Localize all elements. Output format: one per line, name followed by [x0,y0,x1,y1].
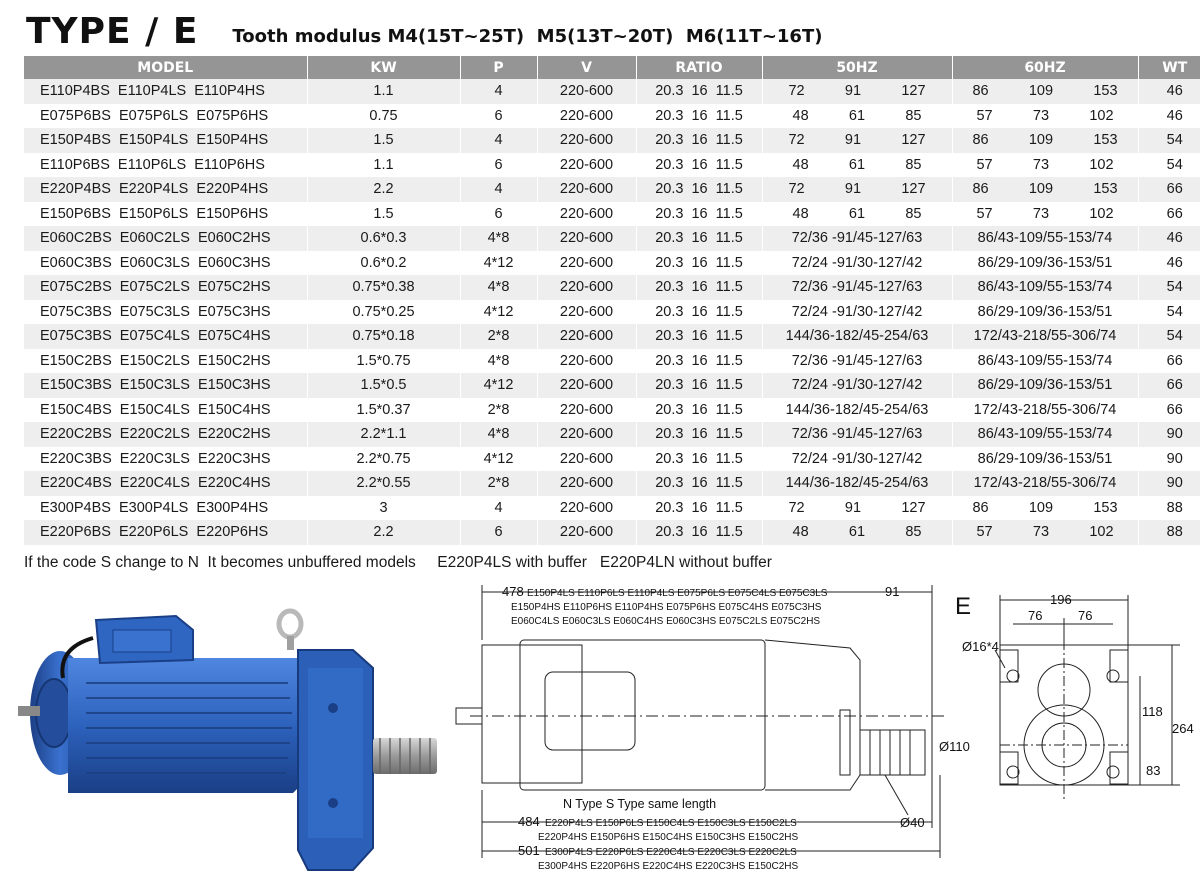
dim-83: 83 [1146,763,1161,778]
cell-wt: 66 [1138,373,1200,398]
cell-ratio: 20.3 16 11.5 [636,471,762,496]
table-row [24,202,1200,227]
cell-60hz: 86 109 153 [952,496,1138,521]
table-row [24,79,1200,104]
cell-model: E150C2BS E150C2LS E150C2HS [24,349,307,374]
table-row [24,471,1200,496]
cell-wt: 66 [1138,177,1200,202]
cell-model: E075P6BS E075P6LS E075P6HS [24,104,307,129]
cell-v: 220-600 [537,251,636,276]
table-body [24,79,1200,545]
cell-model: E220C3BS E220C3LS E220C3HS [24,447,307,472]
cell-v: 220-600 [537,324,636,349]
cell-60hz: 86/29-109/36-153/51 [952,300,1138,325]
cell-model: E220C2BS E220C2LS E220C2HS [24,422,307,447]
cell-model: E150P6BS E150P6LS E150P6HS [24,202,307,227]
col-header-60hz: 60HZ [952,56,1138,79]
cell-v: 220-600 [537,471,636,496]
cell-60hz: 57 73 102 [952,520,1138,545]
cell-kw: 2.2 [307,177,460,202]
dimension-drawing [446,578,1200,887]
cell-60hz: 86/43-109/55-153/74 [952,275,1138,300]
col-header-p: P [460,56,537,79]
cell-model: E110P6BS E110P6LS E110P6HS [24,153,307,178]
cell-v: 220-600 [537,128,636,153]
cell-p: 4 [460,128,537,153]
cell-60hz: 172/43-218/55-306/74 [952,324,1138,349]
cell-50hz: 48 61 85 [762,520,952,545]
cell-kw: 1.5 [307,128,460,153]
gearbox [298,650,373,870]
cell-v: 220-600 [537,79,636,104]
dim-478: 478 [502,584,524,599]
cell-ratio: 20.3 16 11.5 [636,496,762,521]
cell-model: E220P4BS E220P4LS E220P4HS [24,177,307,202]
cell-v: 220-600 [537,398,636,423]
cell-50hz: 72 91 127 [762,79,952,104]
cell-ratio: 20.3 16 11.5 [636,300,762,325]
cell-model: E150C3BS E150C3LS E150C3HS [24,373,307,398]
cell-ratio: 20.3 16 11.5 [636,422,762,447]
table-row [24,447,1200,472]
cell-50hz: 48 61 85 [762,202,952,227]
cell-50hz: 72/36 -91/45-127/63 [762,226,952,251]
models-484-line1: E220P4LS E150P6LS E150C4LS E150C3LS E150C2LS [545,818,797,829]
cell-60hz: 57 73 102 [952,153,1138,178]
dim-91: 91 [885,584,900,599]
cell-model: E150C4BS E150C4LS E150C4HS [24,398,307,423]
cell-50hz: 48 61 85 [762,153,952,178]
dim-110: Ø110 [939,739,970,754]
cell-ratio: 20.3 16 11.5 [636,251,762,276]
cell-wt: 54 [1138,300,1200,325]
cell-60hz: 86/43-109/55-153/74 [952,226,1138,251]
col-header-kw: KW [307,56,460,79]
cell-wt: 90 [1138,447,1200,472]
cell-model: E075C2BS E075C2LS E075C2HS [24,275,307,300]
cell-50hz: 144/36-182/45-254/63 [762,471,952,496]
cell-wt: 90 [1138,422,1200,447]
cell-model: E060C2BS E060C2LS E060C2HS [24,226,307,251]
cell-60hz: 86 109 153 [952,79,1138,104]
cell-ratio: 20.3 16 11.5 [636,177,762,202]
cell-ratio: 20.3 16 11.5 [636,447,762,472]
cell-50hz: 48 61 85 [762,104,952,129]
cell-60hz: 172/43-218/55-306/74 [952,471,1138,496]
cell-wt: 46 [1138,226,1200,251]
cell-model: E150P4BS E150P4LS E150P4HS [24,128,307,153]
cell-p: 6 [460,520,537,545]
cell-kw: 0.75*0.18 [307,324,460,349]
cell-wt: 88 [1138,520,1200,545]
cell-p: 4 [460,79,537,104]
cell-wt: 54 [1138,153,1200,178]
cell-60hz: 57 73 102 [952,202,1138,227]
table-header-row [24,56,1200,79]
cell-p: 4*12 [460,447,537,472]
cell-kw: 0.6*0.3 [307,226,460,251]
cell-v: 220-600 [537,422,636,447]
hole-spec: Ø16*4 [962,639,999,654]
cell-50hz: 72 91 127 [762,177,952,202]
table-row [24,128,1200,153]
cell-model: E220C4BS E220C4LS E220C4HS [24,471,307,496]
models-484-line2: E220P4HS E150P6HS E150C4HS E150C3HS E150C2HS [538,832,799,843]
cell-p: 4*12 [460,300,537,325]
cell-model: E110P4BS E110P4LS E110P4HS [24,79,307,104]
cell-60hz: 86 109 153 [952,177,1138,202]
cell-model: E060C3BS E060C3LS E060C3HS [24,251,307,276]
cell-v: 220-600 [537,520,636,545]
cell-kw: 0.75 [307,104,460,129]
models-478-line2: E150P4HS E110P6HS E110P4HS E075P6HS E075C4HS E075C3HS [511,602,822,613]
cell-kw: 2.2 [307,520,460,545]
cell-50hz: 72/24 -91/30-127/42 [762,251,952,276]
cell-model: E300P4BS E300P4LS E300P4HS [24,496,307,521]
table-row [24,324,1200,349]
table-row [24,104,1200,129]
col-header-v: V [537,56,636,79]
cell-50hz: 144/36-182/45-254/63 [762,398,952,423]
table-row [24,275,1200,300]
page-header [26,8,822,52]
cell-50hz: 72/24 -91/30-127/42 [762,300,952,325]
cell-kw: 1.5*0.37 [307,398,460,423]
cell-kw: 2.2*0.75 [307,447,460,472]
cell-60hz: 86/29-109/36-153/51 [952,447,1138,472]
cell-ratio: 20.3 16 11.5 [636,104,762,129]
cell-kw: 1.5*0.75 [307,349,460,374]
cell-p: 4*8 [460,349,537,374]
cell-kw: 3 [307,496,460,521]
cell-p: 2*8 [460,324,537,349]
tooth-modulus-text: Tooth modulus M4(15T~25T) M5(13T~20T) M6(11T~16T) [232,26,823,47]
cell-p: 4*12 [460,373,537,398]
dim-501: 501 [518,843,540,858]
motor-side-outline [482,645,582,783]
cell-v: 220-600 [537,349,636,374]
table-row [24,300,1200,325]
cell-ratio: 20.3 16 11.5 [636,373,762,398]
cell-wt: 88 [1138,496,1200,521]
models-478-line3: E060C4LS E060C3LS E060C4HS E060C3HS E075C2LS E075C2HS [511,616,821,627]
cell-p: 4*12 [460,251,537,276]
cell-v: 220-600 [537,496,636,521]
cell-50hz: 144/36-182/45-254/63 [762,324,952,349]
cell-wt: 54 [1138,128,1200,153]
buffer-note: If the code S change to N It becomes unbuffered models E220P4LS with buffer E220P4LN without buffer [24,554,772,571]
cell-wt: 66 [1138,349,1200,374]
cell-60hz: 86/43-109/55-153/74 [952,422,1138,447]
lifting-eye-bolt [279,611,301,650]
col-header-50hz: 50HZ [762,56,952,79]
cell-60hz: 57 73 102 [952,104,1138,129]
type-title: TYPE / E [26,11,199,52]
models-501-line1: E300P4LS E220P6LS E220C4LS E220C3LS E220C2LS [545,847,797,858]
dim-196: 196 [1050,592,1072,607]
cell-p: 6 [460,202,537,227]
col-header-ratio: RATIO [636,56,762,79]
table-row [24,496,1200,521]
cell-ratio: 20.3 16 11.5 [636,275,762,300]
cell-kw: 0.75*0.25 [307,300,460,325]
cell-60hz: 172/43-218/55-306/74 [952,398,1138,423]
cell-v: 220-600 [537,300,636,325]
cell-kw: 0.75*0.38 [307,275,460,300]
cell-p: 6 [460,104,537,129]
cell-60hz: 86 109 153 [952,128,1138,153]
table-row [24,226,1200,251]
cell-ratio: 20.3 16 11.5 [636,128,762,153]
cell-kw: 2.2*0.55 [307,471,460,496]
cell-50hz: 72/36 -91/45-127/63 [762,349,952,374]
table-row [24,520,1200,545]
cell-kw: 1.5*0.5 [307,373,460,398]
cell-60hz: 86/43-109/55-153/74 [952,349,1138,374]
cell-p: 4*8 [460,226,537,251]
cell-50hz: 72/24 -91/30-127/42 [762,447,952,472]
cell-model: E075C3BS E075C3LS E075C3HS [24,300,307,325]
cell-kw: 0.6*0.2 [307,251,460,276]
col-header-model: MODEL [24,56,307,79]
cell-wt: 54 [1138,324,1200,349]
cell-50hz: 72/24 -91/30-127/42 [762,373,952,398]
motor-body [68,658,308,793]
cell-wt: 66 [1138,202,1200,227]
cell-p: 2*8 [460,398,537,423]
cell-model: E220P6BS E220P6LS E220P6HS [24,520,307,545]
models-501-line2: E300P4HS E220P6HS E220C4HS E220C3HS E150C2HS [538,861,799,872]
dim-76-left: 76 [1028,608,1043,623]
cell-50hz: 72/36 -91/45-127/63 [762,422,952,447]
cell-v: 220-600 [537,226,636,251]
dim-40: Ø40 [900,815,925,830]
table-row [24,398,1200,423]
cell-v: 220-600 [537,177,636,202]
cell-ratio: 20.3 16 11.5 [636,153,762,178]
cell-50hz: 72 91 127 [762,496,952,521]
cell-v: 220-600 [537,373,636,398]
output-shaft [373,738,437,774]
cell-60hz: 86/29-109/36-153/51 [952,251,1138,276]
cell-kw: 2.2*1.1 [307,422,460,447]
cell-v: 220-600 [537,104,636,129]
table-row [24,251,1200,276]
col-header-wt: WT [1138,56,1200,79]
motor-photo [8,588,446,878]
cell-ratio: 20.3 16 11.5 [636,79,762,104]
cell-kw: 1.5 [307,202,460,227]
dim-264: 264 [1172,721,1194,736]
cell-p: 2*8 [460,471,537,496]
cell-60hz: 86/29-109/36-153/51 [952,373,1138,398]
table-row [24,153,1200,178]
cell-p: 4 [460,177,537,202]
cell-wt: 46 [1138,104,1200,129]
cell-v: 220-600 [537,202,636,227]
dim-118: 118 [1142,704,1163,719]
cell-wt: 46 [1138,79,1200,104]
cell-wt: 66 [1138,398,1200,423]
table-row [24,349,1200,374]
cell-50hz: 72/36 -91/45-127/63 [762,275,952,300]
cell-ratio: 20.3 16 11.5 [636,398,762,423]
same-length-note: N Type S Type same length [563,797,717,811]
cell-model: E075C3BS E075C4LS E075C4HS [24,324,307,349]
cell-ratio: 20.3 16 11.5 [636,226,762,251]
cell-kw: 1.1 [307,79,460,104]
cell-wt: 90 [1138,471,1200,496]
cell-v: 220-600 [537,447,636,472]
table-row [24,373,1200,398]
cell-p: 4*8 [460,275,537,300]
cell-ratio: 20.3 16 11.5 [636,324,762,349]
cell-v: 220-600 [537,275,636,300]
cell-ratio: 20.3 16 11.5 [636,520,762,545]
cell-p: 4*8 [460,422,537,447]
cell-ratio: 20.3 16 11.5 [636,202,762,227]
cell-v: 220-600 [537,153,636,178]
cell-kw: 1.1 [307,153,460,178]
table-row [24,177,1200,202]
cell-p: 6 [460,153,537,178]
cell-50hz: 72 91 127 [762,128,952,153]
cell-ratio: 20.3 16 11.5 [636,349,762,374]
cell-wt: 46 [1138,251,1200,276]
table-row [24,422,1200,447]
dim-484: 484 [518,814,540,829]
spec-table [24,56,1200,545]
cell-wt: 54 [1138,275,1200,300]
dim-76-right: 76 [1078,608,1093,623]
cell-p: 4 [460,496,537,521]
end-view-label: E [955,593,972,620]
models-478-line1: E150P4LS E110P6LS E110P4LS E075P6LS E075C4LS E075C3LS [527,588,828,599]
